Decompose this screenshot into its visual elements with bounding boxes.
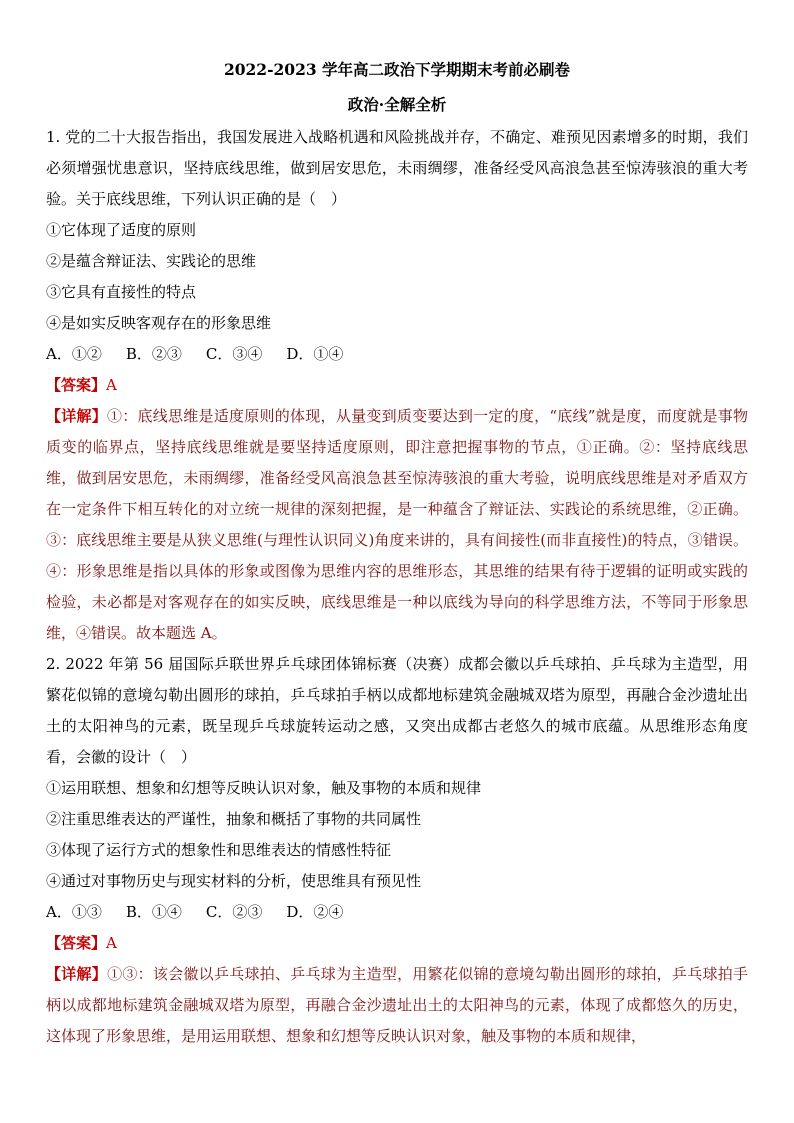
option-b: B．①④ — [125, 903, 182, 921]
page-subtitle: 政治·全解全析 — [347, 95, 447, 114]
option-d: D．②④ — [286, 903, 344, 921]
analysis-label: 【详解】 — [46, 965, 108, 983]
question-item: ①它体现了适度的原则 — [46, 221, 197, 239]
question-item: ①运用联想、想象和幻想等反映认识对象，触及事物的本质和规律 — [46, 779, 482, 797]
question-item: ②注重思维表达的严谨性，抽象和概括了事物的共同属性 — [46, 810, 422, 828]
answer-line — [46, 928, 748, 959]
answer-options — [46, 339, 748, 370]
analysis-body: ①③：该会徽以乒乓球拍、乒乓球为主造型，用繁花似锦的意境勾勒出圆形的球拍，乒乓球拍手柄以成都地标建筑金融城双塔为原型，再融合金沙遗址出土的太阳神鸟的元素，体现了成都悠久的历史，这体现了形象思维，是用运用联想、想象和幻想等反映认识对象，触及事物的本质和规律， — [46, 965, 748, 1045]
analysis-body: ①：底线思维是适度原则的体现，从量变到质变要达到一定的度，“底线”就是度，而度就是事物质变的临界点，坚持底线思维就是要坚持适度原则，即注意把握事物的节点，①正确。②：坚持底线思维，做到居安思危，未雨绸缪，准备经受风高浪急甚至惊涛骇浪的重大考验，说明底线思维是对矛盾双方在一定条件下相互转化的对立统一规律的深刻把握，是一种蕴含了辩证法、实践论的系统思维，②正确。③：底线思维主要是从狭义思维(与理性认识同义)角度来讲的，具有间接性(而非直接性)的特点，③错误。④：形象思维是指以具体的形象或图像为思维内容的思维形态，其思维的结果有待于逻辑的证明或实践的检验，未必都是对客观存在的如实反映，底线思维是一种以底线为导向的科学思维方法，不等同于形象思维，④错误。故本题选 A。 — [46, 407, 748, 642]
question-stem: 1. 党的二十大报告指出，我国发展进入战略机遇和风险挑战并存，不确定、难预见因素增多的时期，我们必须增强忧患意识，坚持底线思维，做到居安思危，未雨绸缪，准备经受风高浪急甚至惊涛骇浪的重大考验。关于底线思维，下列认识正确的是（ ） — [46, 128, 748, 208]
analysis-label: 【详解】 — [46, 407, 108, 425]
question-1 — [46, 122, 748, 649]
analysis-text — [46, 401, 748, 649]
question-stem: 2. 2022 年第 56 届国际乒联世界乒乓球团体锦标赛（决赛）成都会徽以乒乓球拍、乒乓球为主造型，用繁花似锦的意境勾勒出圆形的球拍，乒乓球拍手柄以成都地标建筑金融城双塔为原型，再融合金沙遗址出土的太阳神鸟的元素，既呈现乒乓球旋转运动之感，又突出成都古老悠久的城市底蕴。从思维形态角度看，会徽的设计（ ） — [46, 655, 748, 766]
analysis-text — [46, 959, 748, 1052]
question-item: ③它具有直接性的特点 — [46, 283, 197, 301]
option-d: D．①④ — [286, 345, 344, 363]
question-item: ②是蕴含辩证法、实践论的思维 — [46, 252, 257, 270]
option-b: B．②③ — [125, 345, 182, 363]
answer-value: A — [106, 376, 117, 394]
question-2 — [46, 649, 748, 1052]
answer-label: 【答案】 — [46, 376, 107, 394]
option-a: A．①③ — [46, 903, 102, 921]
answer-value: A — [106, 934, 117, 952]
answer-options — [46, 897, 748, 928]
option-c: C．②③ — [205, 903, 263, 921]
option-a: A．①② — [46, 345, 102, 363]
question-item: ④是如实反映客观存在的形象思维 — [46, 314, 272, 332]
answer-line — [46, 370, 748, 401]
question-item: ③体现了运行方式的想象性和思维表达的情感性特征 — [46, 841, 392, 859]
option-c: C．③④ — [205, 345, 263, 363]
page-title: 2022-2023 学年高二政治下学期期末考前必刷卷 — [223, 60, 571, 79]
question-item: ④通过对事物历史与现实材料的分析，使思维具有预见性 — [46, 872, 422, 890]
answer-label: 【答案】 — [46, 934, 107, 952]
